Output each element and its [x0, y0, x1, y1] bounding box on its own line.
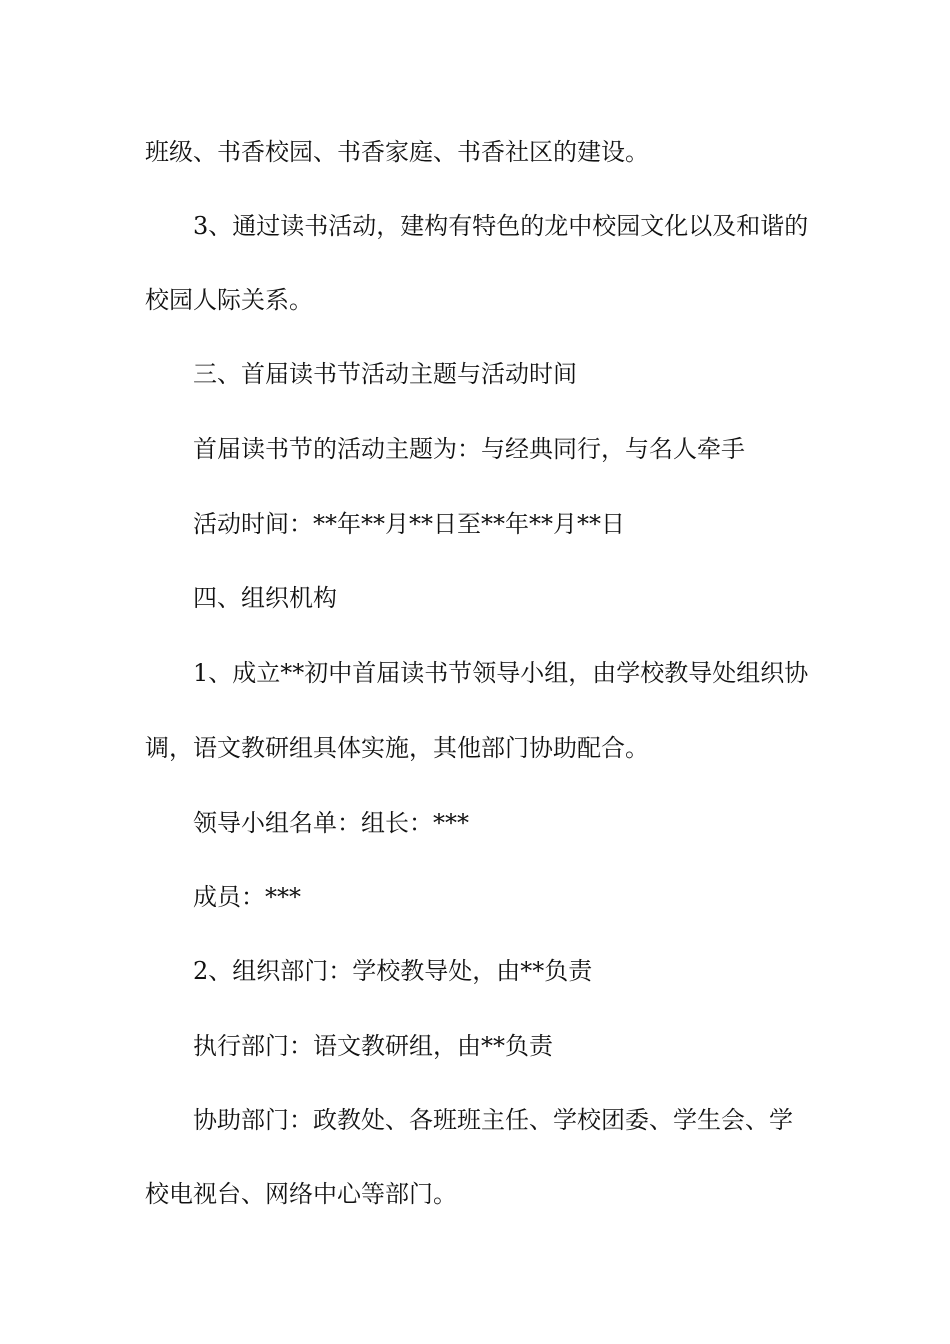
paragraph-line: 3、通过读书活动，建构有特色的龙中校园文化以及和谐的 — [193, 212, 809, 240]
paragraph-line: 执行部门：语文教研组，由**负责 — [193, 1032, 553, 1060]
paragraph-line: 活动时间：**年**月**日至**年**月**日 — [193, 510, 625, 538]
section-heading: 四、组织机构 — [193, 584, 337, 612]
paragraph-line: 首届读书节的活动主题为：与经典同行，与名人牵手 — [193, 435, 745, 463]
paragraph-line: 2、组织部门：学校教导处，由**负责 — [193, 957, 593, 985]
paragraph-line: 1、成立**初中首届读书节领导小组，由学校教导处组织协 — [193, 659, 809, 687]
section-heading: 三、首届读书节活动主题与活动时间 — [193, 360, 577, 388]
paragraph-line: 校电视台、网络中心等部门。 — [145, 1180, 457, 1208]
paragraph-line: 调，语文教研组具体实施，其他部门协助配合。 — [145, 734, 649, 762]
paragraph-line: 领导小组名单：组长：*** — [193, 809, 469, 837]
paragraph-line: 校园人际关系。 — [145, 286, 313, 314]
paragraph-line: 协助部门：政教处、各班班主任、学校团委、学生会、学 — [193, 1106, 793, 1134]
paragraph-line: 成员：*** — [193, 883, 301, 911]
paragraph-line: 班级、书香校园、书香家庭、书香社区的建设。 — [145, 138, 649, 166]
